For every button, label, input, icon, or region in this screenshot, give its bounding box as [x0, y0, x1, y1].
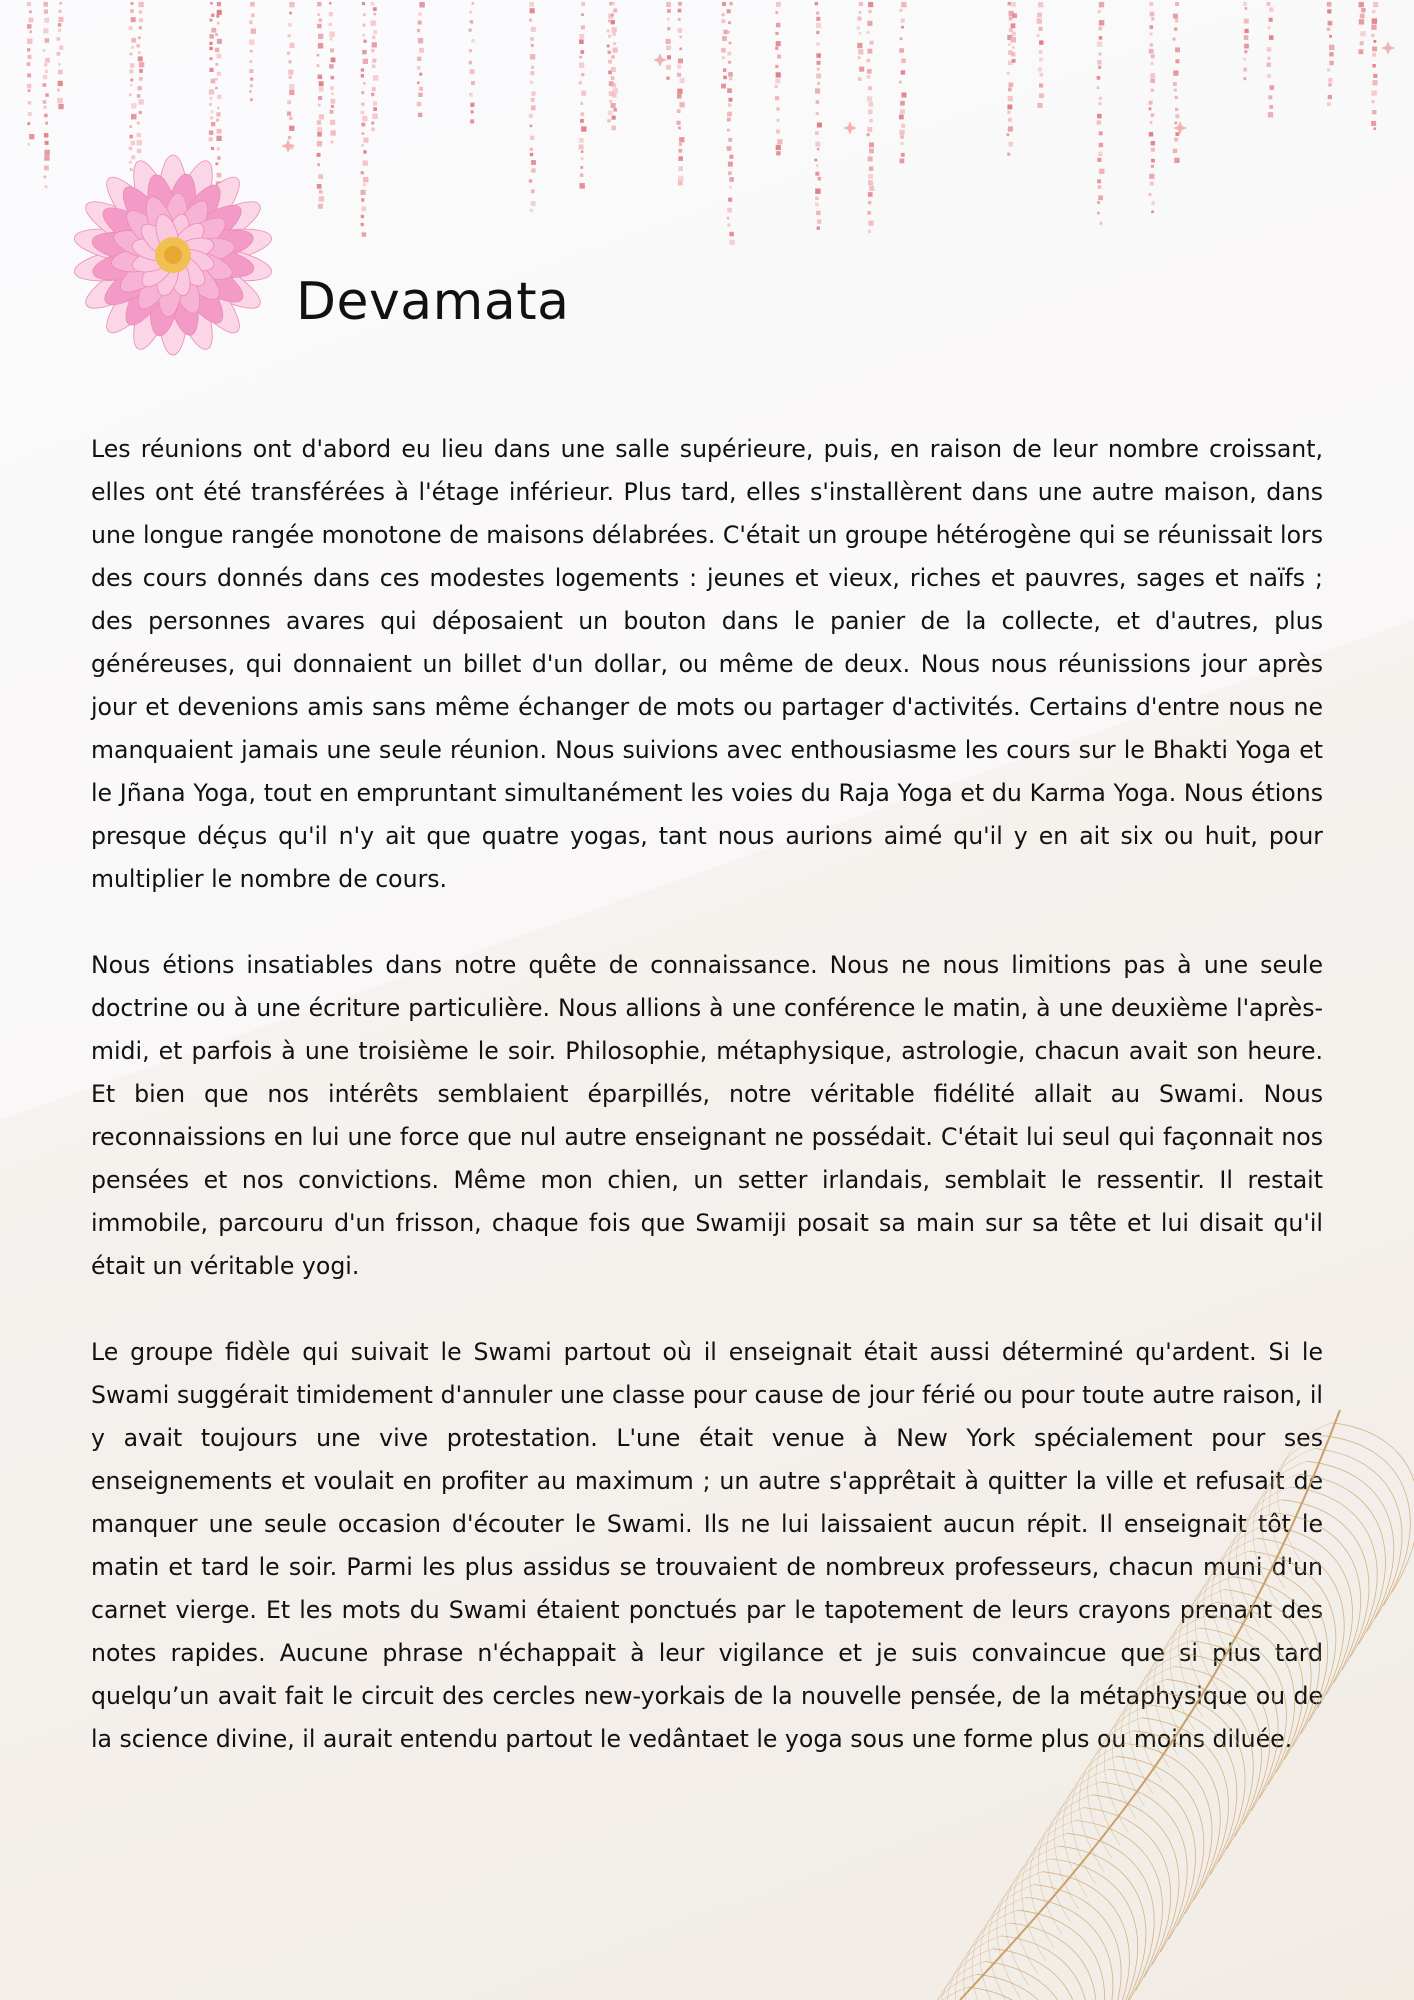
page-title: Devamata [296, 272, 570, 332]
pink-dahlia-icon [62, 150, 284, 360]
paragraph: Le groupe fidèle qui suivait le Swami partout où il enseignait était aussi déterminé qu'ardent. Si le Swami suggérait timidement d'annuler une classe pour cause de jour férié ou pour toute autre raison, il y avait toujours une vive protestation. L'une était venue à New York spécialement pour ses enseignements et voulait en profiter au maximum ; un autre s'apprêtait à quitter la ville et refusait de manquer une seule occasion d'écouter le Swami. Ils ne lui laissaient aucun répit. Il enseignait tôt le matin et tard le soir. Parmi les plus assidus se trouvaient de nombreux professeurs, chacun muni d'un carnet vierge. Et les mots du Swami étaient ponctués par le tapotement de leurs crayons prenant des notes rapides. Aucune phrase n'échappait à leur vigilance et je suis convaincue que si plus tard quelqu’un avait fait le circuit des cercles new-yorkais de la nouvelle pensée, de la métaphysique ou de la science divine, il aurait entendu partout le vedântaet le yoga sous une forme plus ou moins diluée. [91, 1338, 1323, 1753]
paragraph: Nous étions insatiables dans notre quête de connaissance. Nous ne nous limitions pas à une seule doctrine ou à une écriture particulière. Nous allions à une conférence le matin, à une deuxième l'après-midi, et parfois à une troisième le soir. Philosophie, métaphysique, astrologie, chacun avait son heure. Et bien que nos intérêts semblaient éparpillés, notre véritable fidélité allait au Swami. Nous reconnaissions en lui une force que nul autre enseignant ne possédait. C'était lui seul qui façonnait nos pensées et nos convictions. Même mon chien, un setter irlandais, semblait le ressentir. Il restait immobile, parcouru d'un frisson, chaque fois que Swamiji posait sa main sur sa tête et lui disait qu'il était un véritable yogi. [91, 951, 1323, 1280]
gold-feather-icon [900, 1400, 1414, 2000]
paragraph: Les réunions ont d'abord eu lieu dans une salle supérieure, puis, en raison de leur nombre croissant, elles ont été transférées à l'étage inférieur. Plus tard, elles s'installèrent dans une autre maison, dans une longue rangée monotone de maisons délabrées. C'était un groupe hétérogène qui se réunissait lors des cours donnés dans ces modestes logements : jeunes et vieux, riches et pauvres, sages et naïfs ; des personnes avares qui déposaient un bouton dans le panier de la collecte, et d'autres, plus généreuses, qui donnaient un billet d'un dollar, ou même de deux. Nous nous réunissions jour après jour et devenions amis sans même échanger de mots ou partager d'activités. Certains d'entre nous ne manquaient jamais une seule réunion. Nous suivions avec enthousiasme les cours sur le Bhakti Yoga et le Jñana Yoga, tout en empruntant simultanément les voies du Raja Yoga et du Karma Yoga. Nous étions presque déçus qu'il n'y ait que quatre yogas, tant nous aurions aimé qu'il y en ait six ou huit, pour multiplier le nombre de cours. [91, 435, 1323, 893]
